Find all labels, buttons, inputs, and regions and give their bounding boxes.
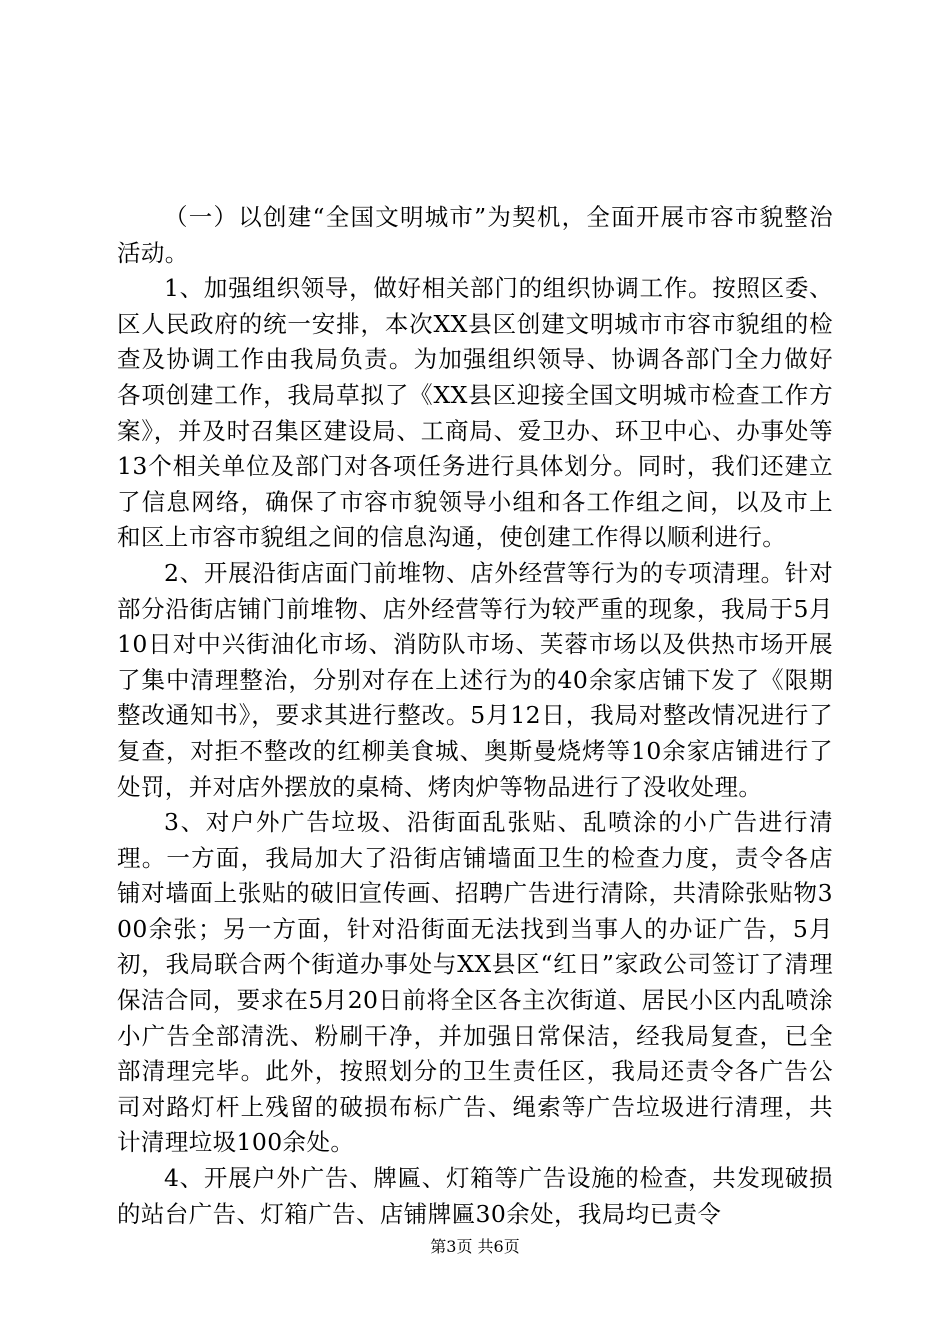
paragraph-item-2: 2、开展沿街店面门前堆物、店外经营等行为的专项清理。针对部分沿街店铺门前堆物、店外经营等行为较严重的现象，我局于5月10日对中兴街油化市场、消防队市场、芙蓉市场以及供热市场开展了集中清理整治，分别对存在上述行为的40余家店铺下发了《限期整改通知书》，要求其进行整改。5月12日，我局对整改情况进行了复查，对拒不整改的红柳美食城、奥斯曼烧烤等10余家店铺进行了处罚，并对店外摆放的桌椅、烤肉炉等物品进行了没收处理。 bbox=[117, 558, 833, 801]
page-footer bbox=[0, 1237, 950, 1257]
paragraph-item-3: 3、对户外广告垃圾、沿街面乱张贴、乱喷涂的小广告进行清理。一方面，我局加大了沿街店铺墙面卫生的检查力度，责令各店铺对墙面上张贴的破旧宣传画、招聘广告进行清除，共清除张贴物300余张；另一方面，针对沿街面无法找到当事人的办证广告，5月初，我局联合两个街道办事处与XX县区“红日”家政公司签订了清理保洁合同，要求在5月20日前将全区各主次街道、居民小区内乱喷涂小广告全部清洗、粉刷干净，并加强日常保洁，经我局复查，已全部清理完毕。此外，按照划分的卫生责任区，我局还责令各广告公司对路灯杆上残留的破损布标广告、绳索等广告垃圾进行清理，共计清理垃圾100余处。 bbox=[117, 808, 833, 1157]
paragraph-item-4: 4、开展户外广告、牌匾、灯箱等广告设施的检查，共发现破损的站台广告、灯箱广告、店铺牌匾30余处，我局均已责令 bbox=[117, 1164, 833, 1228]
page-number-current: 第3页 bbox=[430, 1237, 473, 1256]
document-body bbox=[117, 200, 833, 1232]
paragraph-item-1: 1、加强组织领导，做好相关部门的组织协调工作。按照区委、区人民政府的统一安排，本次XX县区创建文明城市市容市貌组的检查及协调工作由我局负责。为加强组织领导、协调各部门全力做好各项创建工作，我局草拟了《XX县区迎接全国文明城市检查工作方案》，并及时召集区建设局、工商局、爱卫办、环卫中心、办事处等13个相关单位及部门对各项任务进行具体划分。同时，我们还建立了信息网络，确保了市容市貌领导小组和各工作组之间，以及市上和区上市容市貌组之间的信息沟通，使创建工作得以顺利进行。 bbox=[117, 274, 833, 552]
paragraph-heading: （一）以创建“全国文明城市”为契机，全面开展市容市貌整治活动。 bbox=[117, 203, 833, 267]
page-number-total: 共6页 bbox=[477, 1237, 520, 1256]
